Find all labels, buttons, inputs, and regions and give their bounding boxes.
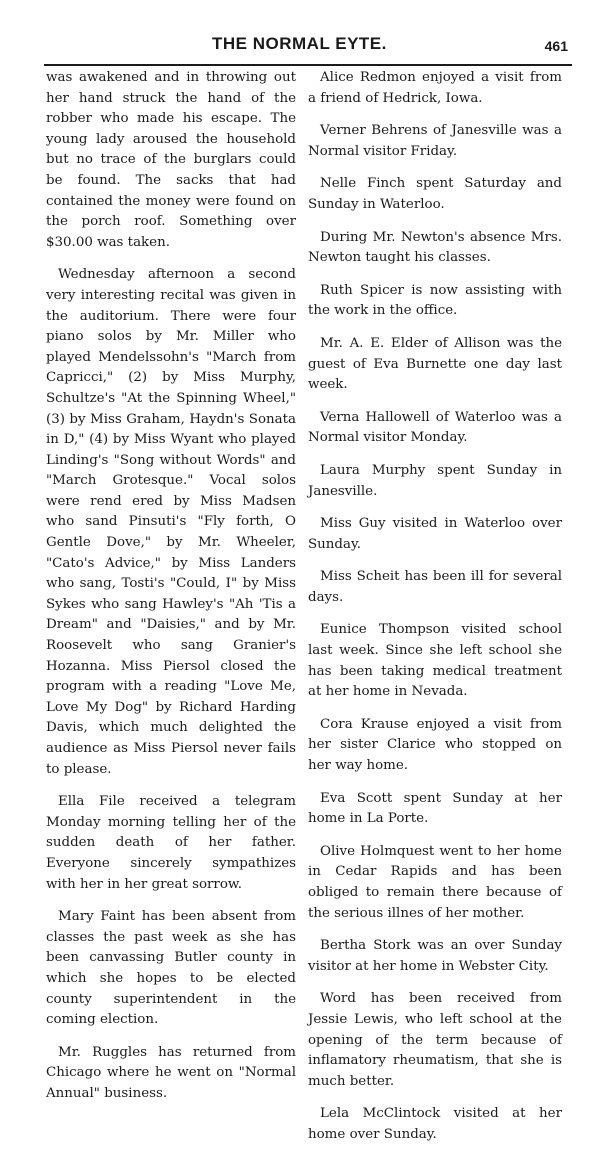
masthead — [44, 34, 572, 66]
news-item: Miss Scheit has been ill for several days. — [308, 569, 562, 605]
left-column — [46, 68, 296, 1117]
article-burglary-continued: was awakened and in throwing out her hand struck the hand of the robber who made his escape. The young lady aroused the household but no trace of the burglars could be found. The sacks that had contained the money were found on the porch roof. Something over $30.00 was taken. — [46, 70, 296, 250]
article-ella-file: Ella File received a telegram Monday morning telling her of the sudden death of her father. Everyone sincerely sympathizes with her in her great sorrow. — [46, 794, 296, 892]
news-item: Olive Holmquest went to her home in Cedar Rapids and has been obliged to remain there because of the serious illnes of her mother. — [308, 843, 562, 921]
news-item: Laura Murphy spent Sunday in Janesville. — [308, 462, 562, 499]
article-recital: Wednesday afternoon a second very interesting recital was given in the auditorium. There were four piano solos by Mr. Miller who played Mendelssohn's "March from Capricci," (2) by Miss Murphy, Schultze's "At the Spinning Wheel," (3) by Miss Graham, Haydn's Sonata in D," (4) by Miss Wyant who played Linding's "Song without Words" and "March Grotesque." Vocal solos were rend ered by Miss Madsen who sand Pinsuti's "Fly forth, O Gentle Dove," by Mr. Wheeler, "Cato's Advice," by Miss Landers who sang, Tosti's "Could, I" by Miss Sykes who sang Hawley's "Ah 'Tis a Dream" and "Daisies," and by Mr. Roosevelt who sang Granier's Hozanna. Miss Piersol closed the program with a reading "Love Me, Love My Dog" by Richard Harding Davis, which much delighted the audience as Miss Piersol never fails to please. — [46, 267, 296, 777]
right-column — [308, 68, 562, 1158]
news-item: Cora Krause enjoyed a visit from her sister Clarice who stopped on her way home. — [308, 716, 562, 774]
page-title: THE NORMAL EYTE. — [212, 34, 387, 53]
news-item: Eva Scott spent Sunday at her home in La Porte. — [308, 790, 562, 827]
news-item: Mr. A. E. Elder of Allison was the guest of Eva Burnette one day last week. — [308, 335, 562, 393]
news-item: Lela McClintock visited at her home over Sunday. — [308, 1106, 562, 1142]
news-item: During Mr. Newton's absence Mrs. Newton taught his classes. — [308, 229, 562, 266]
news-item: Bertha Stork was an over Sunday visitor at her home in Webster City. — [308, 938, 562, 974]
news-item: Ruth Spicer is now assisting with the work in the office. — [308, 282, 562, 319]
page-number: 461 — [544, 38, 568, 54]
news-item: Eunice Thompson visited school last week. Since she left school she has been taking medical treatment at her home in Nevada. — [308, 622, 562, 700]
news-item: Alice Redmon enjoyed a visit from a friend of Hedrick, Iowa. — [308, 70, 562, 106]
news-item: Verna Hallowell of Waterloo was a Normal visitor Monday. — [308, 409, 562, 446]
news-item: Nelle Finch spent Saturday and Sunday in Waterloo. — [308, 176, 562, 212]
news-item: Verner Behrens of Janesville was a Normal visitor Friday. — [308, 123, 562, 159]
article-mary-faint: Mary Faint has been absent from classes the past week as she has been canvassing Butler county in which she hopes to be elected county superintendent in the coming election. — [46, 909, 296, 1028]
news-item: Word has been received from Jessie Lewis, who left school at the opening of the term because of inflamatory rheumatism, that she is much better. — [308, 991, 562, 1089]
news-item: Miss Guy visited in Waterloo over Sunday. — [308, 516, 562, 552]
article-mr-ruggles: Mr. Ruggles has returned from Chicago where he went on "Normal Annual" business. — [46, 1044, 296, 1101]
